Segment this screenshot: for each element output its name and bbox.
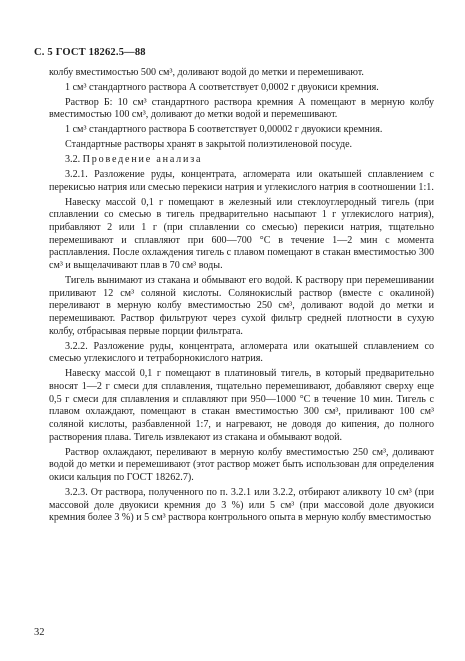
paragraph: 3.2.2. Разложение руды, концентрата, агломерата или окатышей сплавлением со смесью углекислого и тетраборнокислого натрия. xyxy=(49,340,434,365)
paragraph: Стандартные растворы хранят в закрытой полиэтиленовой посуде. xyxy=(65,139,353,151)
paragraph: 1 см³ стандартного раствора А соответствует 0,0002 г двуокиси кремния. xyxy=(65,81,379,93)
section-title: Проведение анализа xyxy=(82,154,203,166)
paragraph: Навеску массой 0,1 г помещают в платиновый тигель, в который предварительно вносят 1—2 г смеси для сплавления, тщательно перемешивают, добавляют сверху еще 0,5 г смеси для сплавления и сплавляют при 950—1000 °С в течение 10 мин. Тигель с плавом охлаждают, помещают в стакан вместимостью 300 см³, приливают 100 см³ соляной кислоты, разбавленной 1:7, и нагревают, не доводя до кипения, до полного растворения плава. Тигель извлекают из стакана и обмывают водой. xyxy=(49,368,434,443)
section-number: 3.2. xyxy=(65,154,81,166)
paragraph: 1 см³ стандартного раствора Б соответствует 0,00002 г двуокиси кремния. xyxy=(65,124,383,136)
page-number: 32 xyxy=(34,627,45,638)
paragraph: Навеску массой 0,1 г помещают в железный или стеклоуглеродный тигель (при сплавлении со смесью в тигель предварительно насыпают 1 г углекислого натрия), прибавляют 2 или 1 г (при сплавлении со смесью) перекиси натрия, тщательно перемешивают и сплавляют при 600—700 °С в течение 1—2 мин с момента расплавления. После охлаждения тигель с плавом помещают в стакан вместимостью 300 см³ и выщелачивают плав в 70 см³ воды. xyxy=(49,196,434,272)
paragraph: колбу вместимостью 500 см³, доливают водой до метки и перемешивают. xyxy=(49,67,364,78)
section-heading xyxy=(49,154,434,167)
paragraph: Раствор охлаждают, переливают в мерную колбу вместимостью 250 см³, доливают водой до метки и перемешивают (этот раствор может быть использован для определения окиси кальция по ГОСТ 18262.7). xyxy=(49,446,434,484)
paragraph: Раствор Б: 10 см³ стандартного раствора кремния А помещают в мерную колбу вместимостью 100 см³, доливают до метки водой и перемешивают. xyxy=(49,96,434,121)
page-header: С. 5 ГОСТ 18262.5—88 xyxy=(34,47,146,58)
document-body xyxy=(49,67,434,527)
paragraph: Тигель вынимают из стакана и обмывают его водой. К раствору при перемешивании приливают 12 см³ соляной кислоты. Солянокислый раствор (вместе с окалиной) переливают в мерную колбу вместимостью 250 см³, доливают водой до метки и перемешивают. Раствор фильтруют через сухой фильтр средней плотности в сухую колбу, отбрасывая первые порции фильтрата. xyxy=(49,275,434,337)
paragraph: 3.2.3. От раствора, полученного по п. 3.2.1 или 3.2.2, отбирают аликвоту 10 см³ (при массовой доле двуокиси кремния до 3 %) или 5 см³ (при массовой доле двуокиси кремния более 3 %) и 5 см³ раствора контрольного опыта в мерную колбу вместимостью xyxy=(49,487,434,524)
paragraph: 3.2.1. Разложение руды, концентрата, агломерата или окатышей сплавлением с перекисью натрия или смесью перекиси натрия и углекислого натрия в соотношении 1:1. xyxy=(49,169,434,193)
